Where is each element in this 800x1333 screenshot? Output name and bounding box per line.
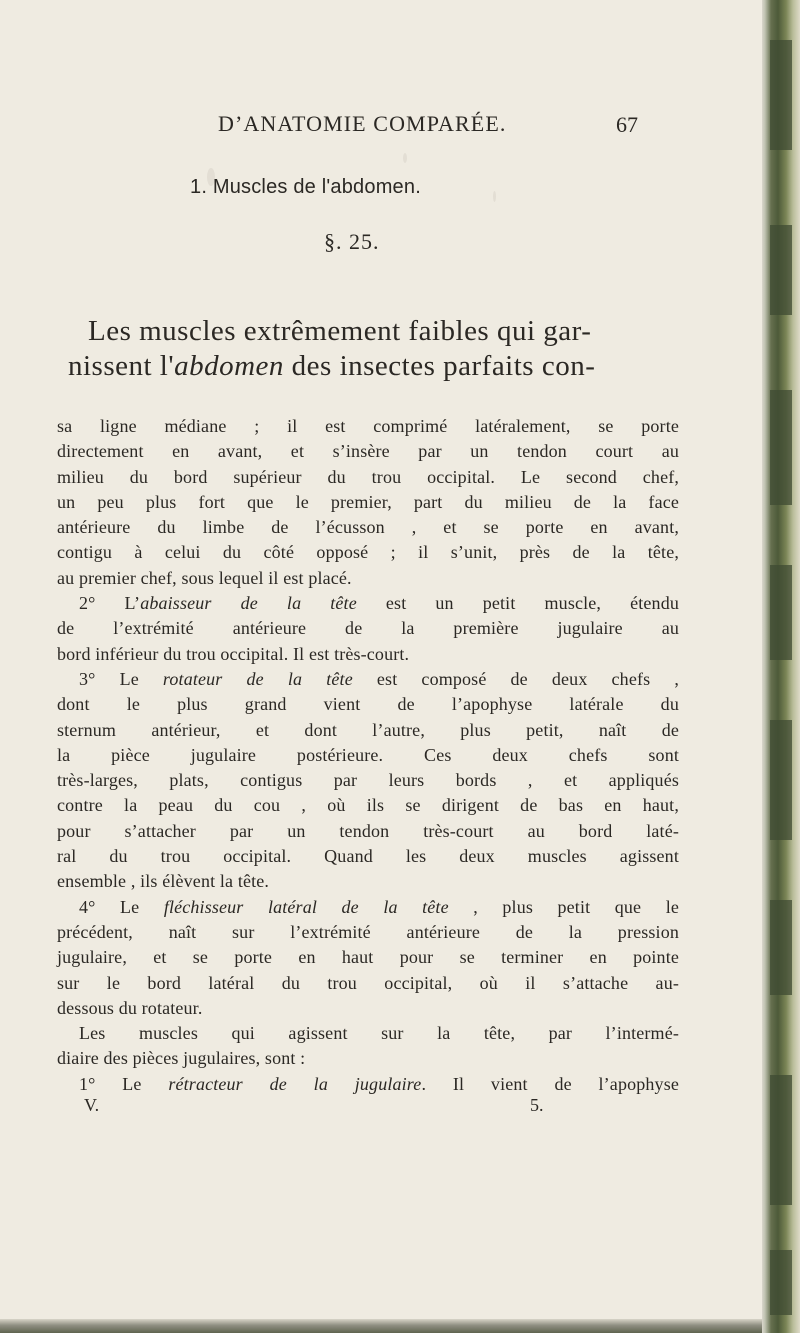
- text-line: contigu à celui du côté opposé ; il s’unit, près de la tête,: [57, 542, 679, 563]
- text-line: 3° Le rotateur de la tête est composé de deux chefs ,: [79, 668, 679, 689]
- text-line: dessous du rotateur.: [57, 997, 203, 1018]
- text-line: dont le plus grand vient de l’apophyse latérale du: [57, 694, 679, 715]
- text-line: précédent, naît sur l’extrémité antérieure de la pression: [57, 921, 679, 942]
- opening-large-line: nissent l'abdomen des insectes parfaits con-: [68, 350, 596, 382]
- signature-line: [84, 1095, 604, 1116]
- paragraph-marker: §. 25.: [324, 229, 380, 254]
- text-line: très-larges, plats, contigus par leurs bords , et appliqués: [57, 770, 679, 791]
- page-header: [0, 111, 762, 141]
- text-line: de l’extrémité antérieure de la première jugulaire au: [57, 618, 679, 639]
- text-line: bord inférieur du trou occipital. Il est très-court.: [57, 643, 410, 664]
- volume-signature: V.: [84, 1095, 100, 1115]
- text-line: contre la peau du cou , où ils se dirigent de bas en haut,: [57, 795, 679, 816]
- text-line: directement en avant, et s’insère par un tendon court au: [57, 441, 679, 462]
- scanned-bottom-edge: [0, 1319, 762, 1333]
- text-line: 4° Le fléchisseur latéral de la tête , plus petit que le: [79, 896, 680, 917]
- section-heading: 1. Muscles de l'abdomen.: [190, 176, 421, 198]
- text-line: sternum antérieur, et dont l’autre, plus petit, naît de: [57, 719, 679, 740]
- text-line: pour s’attacher par un tendon très-court au bord laté-: [57, 820, 679, 841]
- gathering-signature: 5.: [530, 1095, 544, 1115]
- paper-speck: [403, 153, 407, 163]
- text-line: un peu plus fort que le premier, part du milieu de la face: [57, 491, 679, 512]
- text-line: Les muscles qui agissent sur la tête, par l’intermé-: [79, 1023, 679, 1044]
- text-line: 2° L’abaisseur de la tête est un petit muscle, étendu: [79, 593, 679, 614]
- text-line: sur le bord latéral du trou occipital, où il s’attache au-: [57, 972, 679, 993]
- text-line: ensemble , ils élèvent la tête.: [57, 871, 270, 892]
- text-line: ral du trou occipital. Quand les deux muscles agissent: [57, 846, 679, 867]
- scanned-page-edge: [762, 0, 800, 1333]
- page-number: 67: [616, 112, 638, 137]
- text-line: 1° Le rétracteur de la jugulaire. Il vient de l’apophyse: [79, 1073, 679, 1094]
- running-head: D’ANATOMIE COMPARÉE.: [218, 111, 507, 136]
- text-line: au premier chef, sous lequel il est placé.: [57, 567, 352, 588]
- opening-large-line: Les muscles extrêmement faibles qui gar-: [88, 315, 592, 347]
- page-body: [57, 414, 679, 1097]
- text-line: diaire des pièces jugulaires, sont :: [57, 1048, 306, 1069]
- text-line: jugulaire, et se porte en haut pour se terminer en pointe: [57, 947, 679, 968]
- text-line: sa ligne médiane ; il est comprimé latéralement, se porte: [57, 416, 679, 436]
- paper-speck: [493, 191, 496, 202]
- text-line: la pièce jugulaire postérieure. Ces deux chefs sont: [57, 744, 679, 765]
- text-line: milieu du bord supérieur du trou occipital. Le second chef,: [57, 466, 679, 487]
- text-line: antérieure du limbe de l’écusson , et se porte en avant,: [57, 517, 679, 538]
